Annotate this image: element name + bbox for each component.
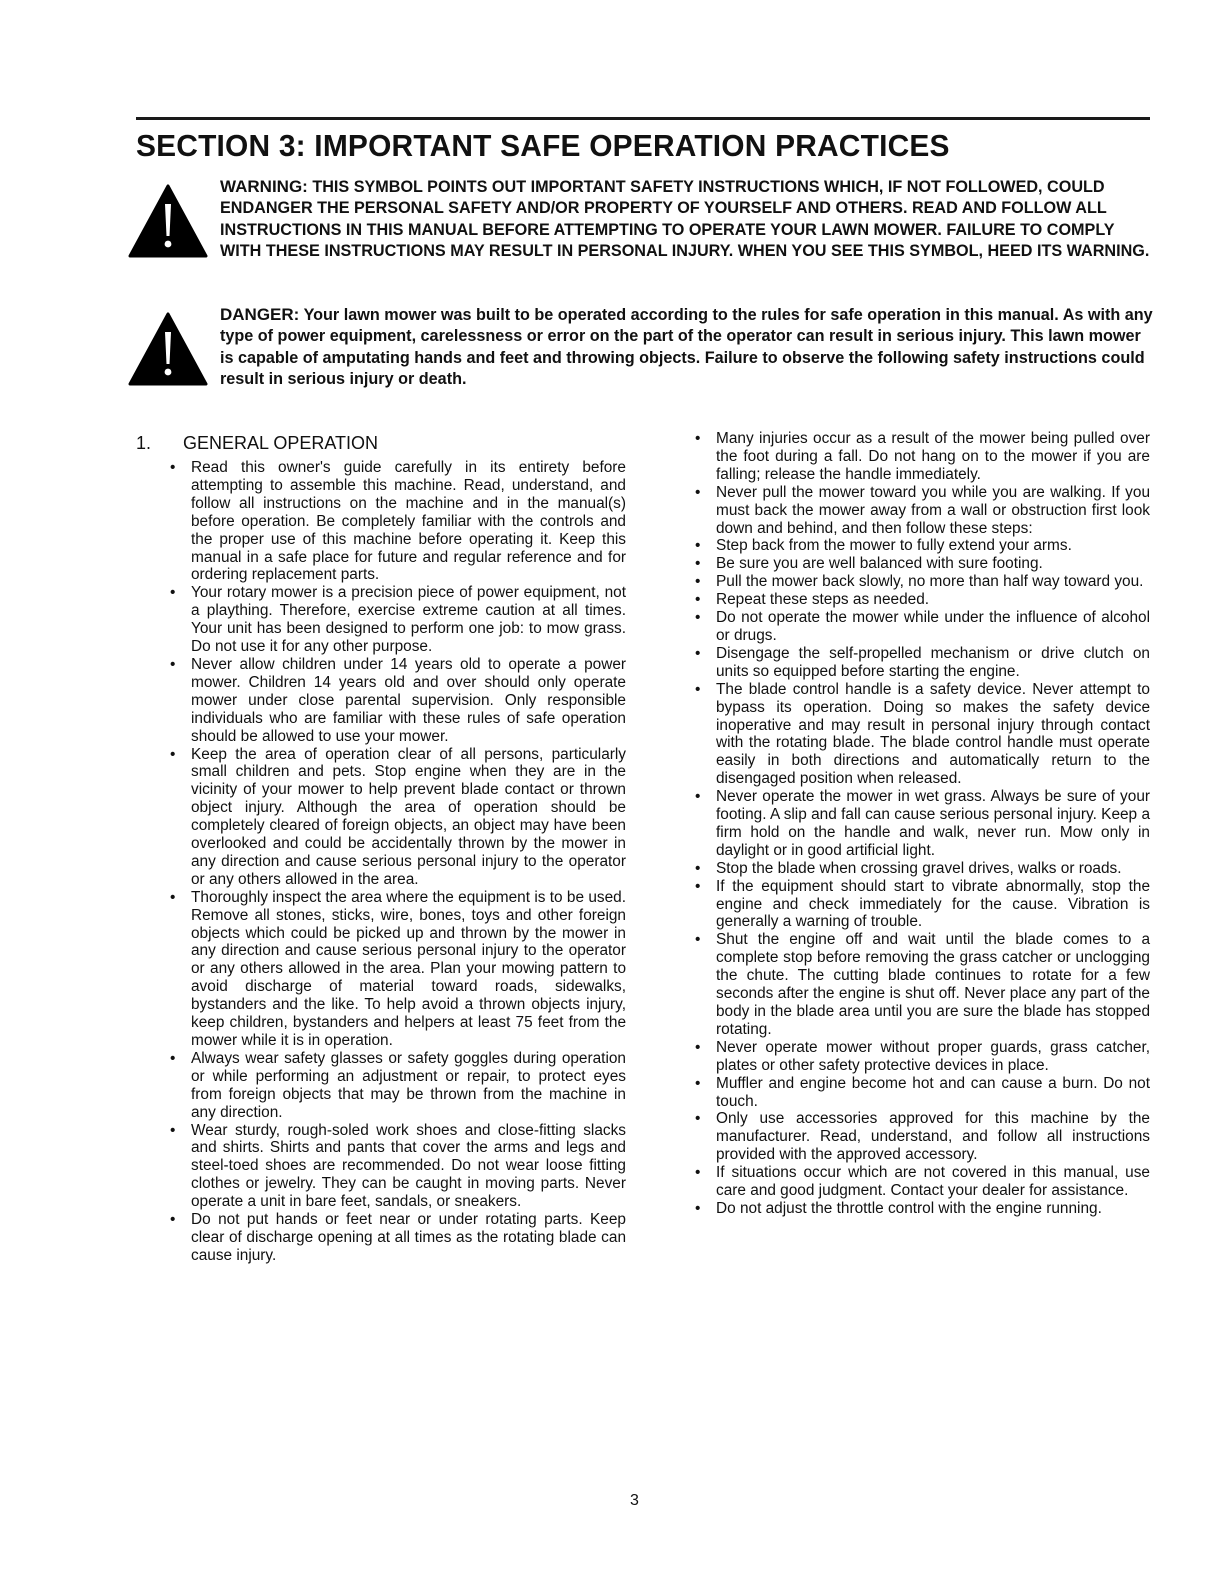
list-item [168,1211,626,1265]
list-item-text: If situations occur which are not covered in this manual, use care and good judgment. Contact your dealer for assistance. [716,1164,1150,1200]
warning-text [220,176,1158,263]
list-item [168,1050,626,1122]
danger-body: Your lawn mower was built to be operated according to the rules for safe operation in this manual. As with any type of power equipment, carelessness or error on the part of the operator can result in serious injury. This lawn mower is capable of amputating hands and feet and throwing objects. Failure to observe the following safety instructions could result in serious injury or death. [220,306,1153,389]
list-item-text: Thoroughly inspect the area where the equipment is to be used. Remove all stones, sticks, wire, bones, toys and other foreign objects which could be picked up and thrown by the mower in any direction and cause serious personal injury to the operator or any others allowed in the area. Plan your mowing pattern to avoid discharge of material toward roads, sidewalks, bystanders and the like. To help avoid a thrown objects injury, keep children, bystanders and helpers at least 75 feet from the mower while it is in operation. [191,888,626,1049]
right-column [693,430,1150,1218]
list-item-text: Shut the engine off and wait until the blade comes to a complete stop before removing the grass catcher or unclogging the chute. The cutting blade continues to rotate for a few seconds after the engine is shut off. Never place any part of the body in the blade area until you are sure the blade has stopped rotating. [716,931,1150,1038]
bullet-icon: • [695,644,701,662]
list-item-text: If the equipment should start to vibrate abnormally, stop the engine and check immediately for the cause. Vibration is generally a warning of trouble. [716,877,1150,931]
list-item [168,1122,626,1212]
list-item-text: Step back from the mower to fully extend your arms. [716,537,1072,555]
list-item-text: Pull the mower back slowly, no more than half way toward you. [716,573,1144,591]
list-item-text: Always wear safety glasses or safety goggles during operation or while performing an adjustment or repair, to protect eyes from foreign objects that may be thrown from the machine in any direction. [191,1049,626,1121]
list-item [168,584,626,656]
bullet-icon: • [695,483,701,501]
list-item [693,537,1150,555]
list-item-text: Keep the area of operation clear of all persons, particularly small children and pets. Stop engine when they are in the vicinity of your mower to help prevent blade contact or thrown object injury. Although the area of operation should be completely cleared of foreign objects, an object may have been overlooked and could be accidentally thrown by the mower in any direction and cause serious personal injury to the operator or any others allowed in the area. [191,745,626,888]
list-item [693,430,1150,484]
list-item [693,609,1150,645]
bullet-icon: • [695,680,701,698]
bullet-icon: • [170,745,176,763]
list-item [693,591,1150,609]
bullet-icon: • [695,430,701,447]
bullet-icon: • [695,573,701,591]
list-item-text: The blade control handle is a safety device. Never attempt to bypass its operation. Doing so makes the safety device inoperative and may result in personal injury through contact with the rotating blade. The blade control handle must operate easily in both directions and automatically return to the disengaged position when released. [716,680,1150,788]
list-item-text: Never operate the mower in wet grass. Always be sure of your footing. A slip and fall can cause serious personal injury. Keep a firm hold on the handle and walk, never run. Mow only in daylight or in good artificial light. [716,788,1150,859]
bullet-icon: • [695,555,701,573]
right-bullet-list [693,430,1150,1218]
list-item-text: Do not put hands or feet near or under rotating parts. Keep clear of discharge opening at all times as the rotating blade can cause injury. [191,1211,626,1264]
list-item [168,746,626,889]
left-column [136,430,626,1265]
list-item-text: Disengage the self-propelled mechanism or drive clutch on units so equipped before starting the engine. [716,644,1150,680]
list-item-text: Never pull the mower toward you while you are walking. If you must back the mower away from a wall or obstruction first look down and behind, and then follow these steps: [716,483,1150,537]
list-item [693,1200,1150,1218]
list-item [168,889,626,1050]
heading-number: 1. [136,433,152,453]
list-item [693,860,1150,878]
bullet-icon: • [695,859,701,877]
left-bullet-list [168,459,626,1265]
bullet-icon: • [695,537,701,555]
bullet-icon: • [695,788,701,806]
danger-text [220,304,1158,391]
danger-notice [128,304,1158,396]
list-item [693,1075,1150,1111]
bullet-icon: • [170,459,176,476]
page-number: 3 [630,1492,639,1509]
section-heading [136,430,626,456]
list-item-text: Repeat these steps as needed. [716,591,930,609]
list-item [693,681,1150,788]
list-item-text: Read this owner's guide carefully in its entirety before attempting to assemble this machine. Read, understand, and follow all instructions on the machine and in the manual(s) before operation. Be completely familiar with the controls and the proper use of this machine before operating it. Keep this manual in a safe place for future and regular reference and for ordering replacement parts. [191,459,626,584]
bullet-icon: • [695,1164,701,1182]
bullet-icon: • [695,609,701,627]
heading-text: GENERAL OPERATION [183,433,379,453]
bullet-icon: • [695,1074,701,1092]
section-title: SECTION 3: IMPORTANT SAFE OPERATION PRACTICES [136,128,950,163]
bullet-icon: • [695,591,701,609]
list-item [168,459,626,584]
bullet-icon: • [695,931,701,949]
warning-body: THIS SYMBOL POINTS OUT IMPORTANT SAFETY INSTRUCTIONS WHICH, IF NOT FOLLOWED, COULD ENDANGER THE PERSONAL SAFETY AND/OR PROPERTY OF YOURSELF AND OTHERS. READ AND FOLLOW ALL INSTRUCTIONS IN THIS MANUAL BEFORE ATTEMPTING TO OPERATE YOUR LAWN MOWER. FAILURE TO COMPLY WITH THESE INSTRUCTIONS MAY RESULT IN PERSONAL INJURY. WHEN YOU SEE THIS SYMBOL, HEED ITS WARNING. [220,178,1150,261]
bullet-icon: • [695,877,701,895]
bullet-icon: • [170,1211,176,1229]
bullet-icon: • [170,655,176,673]
list-item-text: Never operate mower without proper guards, grass catcher, plates or other safety protective devices in place. [716,1038,1150,1074]
list-item [693,645,1150,681]
list-item [693,878,1150,932]
list-item-text: Do not operate the mower while under the influence of alcohol or drugs. [716,609,1150,644]
danger-label: DANGER: [220,305,300,324]
list-item [693,1039,1150,1075]
list-item-text: Your rotary mower is a precision piece of power equipment, not a plaything. Therefore, exercise extreme caution at all times. Your unit has been designed to perform one job: to mow grass. Do not use it for any other purpose. [191,584,626,656]
bullet-icon: • [695,1199,701,1217]
bullet-icon: • [170,1049,176,1067]
warning-triangle-exclamation-icon [128,312,208,386]
list-item [693,788,1150,860]
bullet-icon: • [170,1121,176,1139]
list-item-text: Muffler and engine become hot and can cause a burn. Do not touch. [716,1074,1150,1110]
list-item [693,931,1150,1038]
bullet-icon: • [170,584,176,602]
header-rule [136,117,1150,120]
warning-triangle-exclamation-icon [128,184,208,258]
bullet-icon: • [170,888,176,906]
warning-notice [128,176,1158,291]
list-item-text: Do not adjust the throttle control with the engine running. [716,1199,1102,1217]
list-item-text: Wear sturdy, rough-soled work shoes and close-fitting slacks and shirts. Shirts and pants that cover the arms and legs and steel-toed shoes are recommended. Do not wear loose fitting clothes or jewelry. They can be caught in moving parts. Never operate a unit in bare feet, sandals, or sneakers. [191,1121,626,1211]
list-item [693,573,1150,591]
bullet-icon: • [695,1038,701,1056]
list-item-text: Many injuries occur as a result of the mower being pulled over the foot during a fall. Do not hang on to the mower if you are falling; release the handle immediately. [716,430,1150,483]
list-item-text: Never allow children under 14 years old to operate a power mower. Children 14 years old and over should only operate mower under close parental supervision. Only responsible individuals who are familiar with these rules of safe operation should be allowed to use your mower. [191,655,626,745]
list-item-text: Only use accessories approved for this machine by the manufacturer. Read, understand, and follow all instructions provided with the approved accessory. [716,1110,1150,1164]
warning-label: WARNING: [220,177,308,196]
list-item-text: Be sure you are well balanced with sure footing. [716,555,1043,573]
list-item [693,1164,1150,1200]
list-item [693,555,1150,573]
bullet-icon: • [695,1110,701,1128]
list-item [168,656,626,746]
list-item [693,484,1150,538]
list-item [693,1110,1150,1164]
list-item-text: Stop the blade when crossing gravel drives, walks or roads. [716,859,1122,877]
